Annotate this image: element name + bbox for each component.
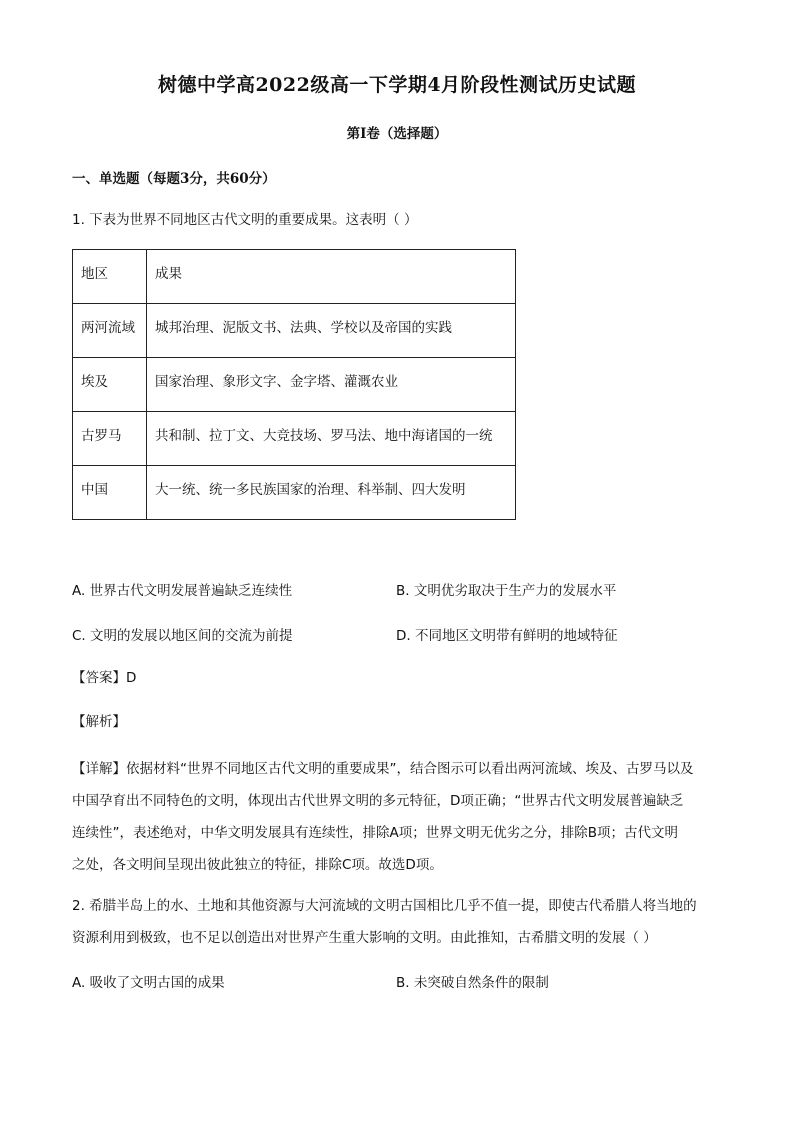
answer-tag: 【答案】 [72, 670, 126, 686]
detail-line: 【详解】依据材料“世界不同地区古代文明的重要成果”，结合图示可以看出两河流域、埃及、古罗马以及 [72, 761, 694, 777]
table-header-cell: 地区 [73, 250, 147, 304]
table-cell-region: 埃及 [73, 358, 147, 412]
question-2-option-b: B. 未突破自然条件的限制 [396, 975, 549, 991]
table-row [73, 466, 516, 520]
table-row [73, 412, 516, 466]
table-cell-region: 古罗马 [73, 412, 147, 466]
analysis-tag: 【解析】 [72, 714, 126, 730]
question-2-stem-line-2: 资源利用到极致，也不足以创造出对世界产生重大影响的文明。由此推知，古希腊文明的发展（ ） [72, 930, 657, 946]
table-header-cell: 成果 [147, 250, 516, 304]
table-cell-achievements: 国家治理、象形文字、金字塔、灌溉农业 [147, 358, 516, 412]
volume-heading: 第Ⅰ卷（选择题） [346, 126, 448, 142]
question-1-stem: 1. 下表为世界不同地区古代文明的重要成果。这表明（ ） [72, 212, 418, 228]
table-row [73, 358, 516, 412]
question-1-option-a: A. 世界古代文明发展普遍缺乏连续性 [72, 583, 293, 599]
table-cell-achievements: 共和制、拉丁文、大竞技场、罗马法、地中海诸国的一统 [147, 412, 516, 466]
table-header-row [73, 250, 516, 304]
detail-line: 之处，各文明间呈现出彼此独立的特征，排除C项。故选D项。 [72, 857, 443, 873]
table-cell-region: 中国 [73, 466, 147, 520]
answer-line [72, 668, 136, 688]
question-1-option-b: B. 文明优劣取决于生产力的发展水平 [396, 583, 617, 599]
question-1-option-d: D. 不同地区文明带有鲜明的地域特征 [396, 628, 618, 644]
question-2-stem-line-1: 2. 希腊半岛上的水、土地和其他资源与大河流域的文明古国相比几乎不值一提，即使古代希腊人将当地的 [72, 898, 697, 914]
detail-line: 中国孕育出不同特色的文明，体现出古代世界文明的多元特征，D项正确；“世界古代文明发展普遍缺乏 [72, 793, 684, 809]
exam-title: 树德中学高2022级高一下学期4月阶段性测试历史试题 [157, 74, 637, 96]
question-2-option-a: A. 吸收了文明古国的成果 [72, 975, 225, 991]
section-heading: 一、单选题（每题3分，共60分） [72, 171, 276, 187]
table-cell-achievements: 城邦治理、泥版文书、法典、学校以及帝国的实践 [147, 304, 516, 358]
table-row [73, 304, 516, 358]
table-cell-achievements: 大一统、统一多民族国家的治理、科举制、四大发明 [147, 466, 516, 520]
table-cell-region: 两河流域 [73, 304, 147, 358]
detail-line: 连续性”，表述绝对，中华文明发展具有连续性，排除A项；世界文明无优劣之分，排除B项；古代文明 [72, 825, 678, 841]
question-1-option-c: C. 文明的发展以地区间的交流为前提 [72, 628, 293, 644]
civilization-results-table [72, 249, 516, 520]
answer-value: D [126, 670, 137, 686]
